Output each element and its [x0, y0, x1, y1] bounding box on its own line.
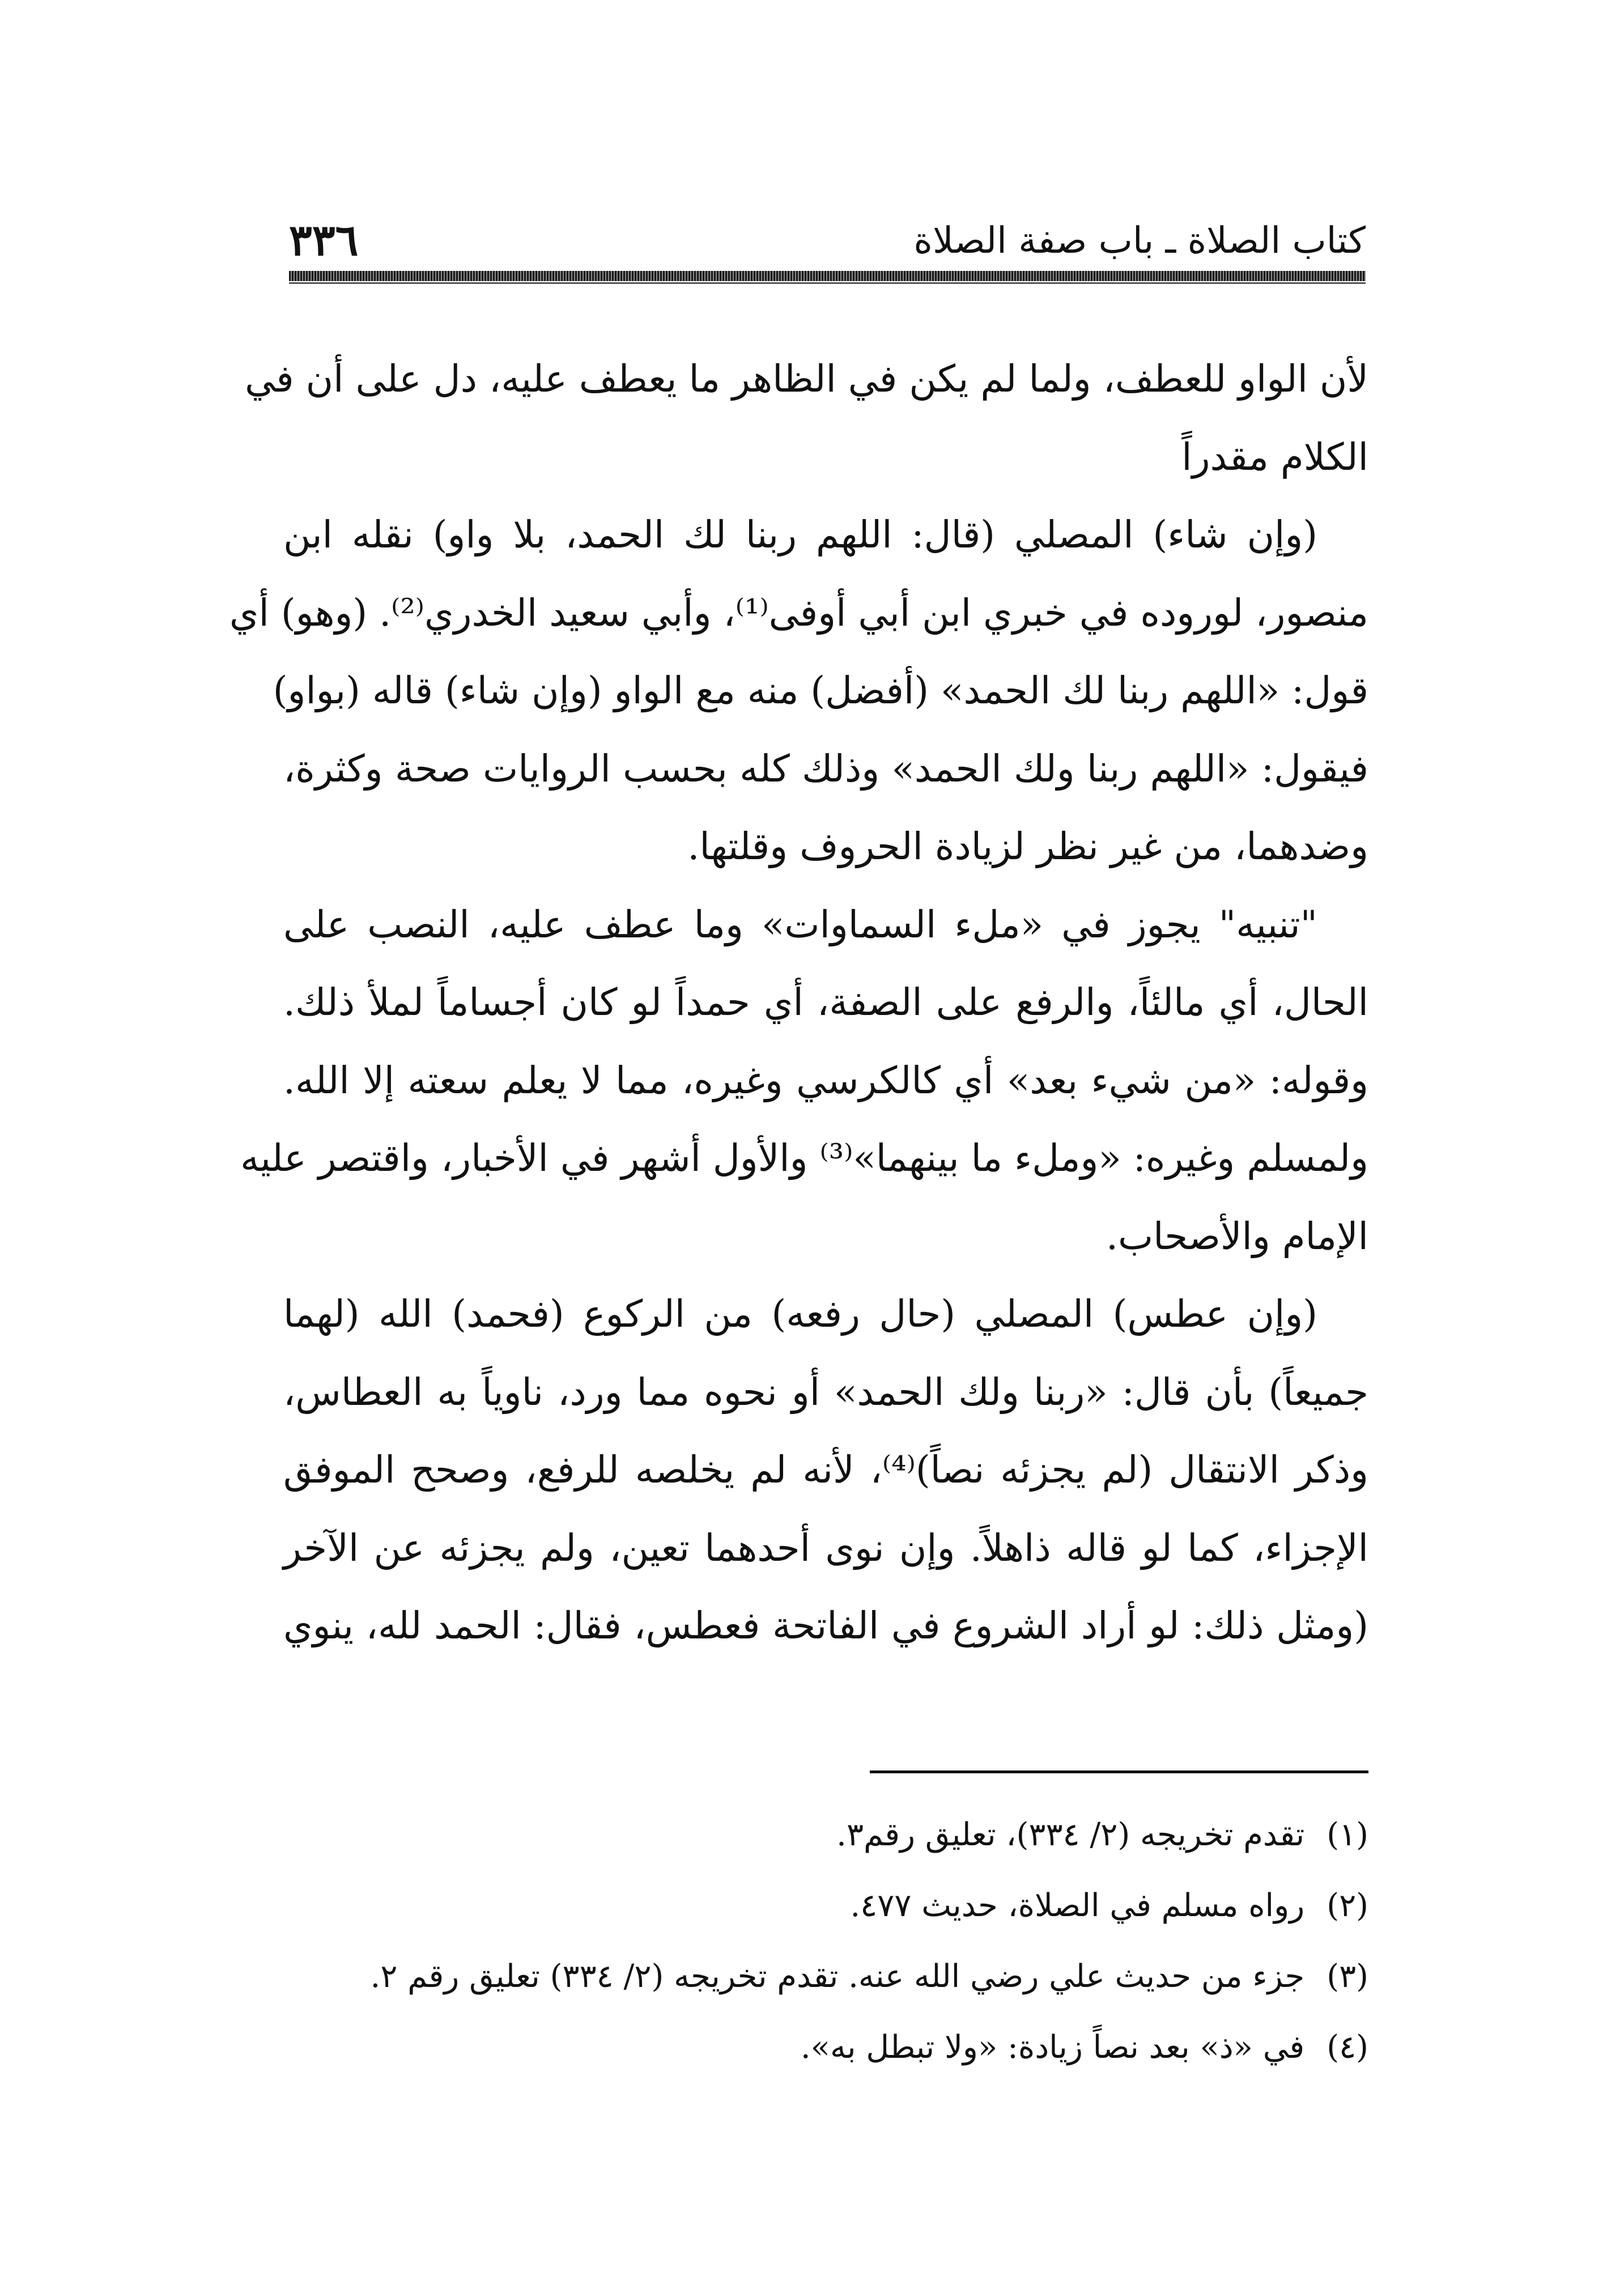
text-line: لأن الواو للعطف، ولما لم يكن في الظاهر ما يعطف عليه، دل على أن في: [245, 357, 1368, 401]
text-line: "تنبيه" يجوز في «ملء السماوات» وما عطف عليه، النصب على: [283, 902, 1317, 946]
text-line: (وإن شاء) المصلي (قال: اللهم ربنا لك الحمد، بلا واو) نقله ابن: [283, 513, 1317, 557]
running-title: كتاب الصلاة ـ باب صفة الصلاة: [913, 220, 1366, 262]
text-line: الإجزاء، كما لو قاله ذاهلاً. وإن نوى أحدهما تعين، ولم يجزئه عن الآخر: [283, 1526, 1368, 1570]
text-line: جميعاً) بأن قال: «ربنا ولك الحمد» أو نحوه مما ورد، ناوياً به العطاس،: [283, 1370, 1368, 1414]
text-line: وضدهما، من غير نظر لزيادة الحروف وقلتها.: [687, 825, 1368, 868]
footnote: [283, 1799, 1368, 1870]
text-line: وقوله: «من شيء بعد» أي كالكرسي وغيره، مما لا يعلم سعته إلا الله.: [283, 1058, 1368, 1102]
text-line: قول: «اللهم ربنا لك الحمد» (أفضل) منه مع الواو (وإن شاء) قاله (بواو): [273, 669, 1368, 712]
footnote-rule: [870, 1770, 1368, 1773]
header-rule: [289, 271, 1366, 281]
footnote: [283, 1941, 1368, 2012]
page-number: ٣٣٦: [289, 215, 359, 265]
footnote-text: جزء من حديث علي رضي الله عنه. تقدم تخريجه (٢/ ٣٣٤) تعليق رقم ٢.: [370, 1958, 1305, 1995]
text-line: منصور، لوروده في خبري ابن أبي أوفى⁽¹⁾، وأبي سعيد الخدري⁽²⁾. (وهو) أي: [229, 591, 1368, 635]
footnotes: [283, 1799, 1368, 2083]
text-line: الإمام والأصحاب.: [1106, 1214, 1368, 1258]
text-line: الحال، أي مالئاً، والرفع على الصفة، أي حمداً لو كان أجساماً لملأ ذلك.: [283, 980, 1368, 1024]
footnote-number: (٣): [1327, 1958, 1368, 1995]
footnote-text: في «ذ» بعد نصاً زيادة: «ولا تبطل به».: [800, 2029, 1305, 2066]
footnote: [283, 1870, 1368, 1941]
footnote-number: (١): [1327, 1816, 1368, 1853]
text-line: فيقول: «اللهم ربنا ولك الحمد» وذلك كله بحسب الروايات صحة وكثرة،: [283, 746, 1368, 791]
footnote: [283, 2012, 1368, 2083]
footnote-text: تقدم تخريجه (٢/ ٣٣٤)، تعليق رقم٣.: [836, 1816, 1305, 1853]
running-header: [289, 210, 1366, 278]
footnote-number: (٤): [1327, 2029, 1368, 2066]
text-line: ولمسلم وغيره: «وملء ما بينهما»⁽³⁾ والأول أشهر في الأخبار، واقتصر عليه: [240, 1136, 1368, 1180]
body-text: [229, 340, 1369, 1665]
footnote-number: (٢): [1327, 1887, 1368, 1924]
text-line: وذكر الانتقال (لم يجزئه نصاً)⁽⁴⁾، لأنه لم يخلصه للرفع، وصحح الموفق: [283, 1448, 1369, 1492]
footnote-text: رواه مسلم في الصلاة، حديث ٤٧٧.: [850, 1887, 1305, 1924]
text-line: (ومثل ذلك: لو أراد الشروع في الفاتحة فعطس، فقال: الحمد لله، ينوي: [283, 1604, 1368, 1647]
text-line: الكلام مقدراً: [1181, 435, 1368, 479]
text-line: (وإن عطس) المصلي (حال رفعه) من الركوع (فحمد) الله (لهما: [283, 1292, 1317, 1336]
